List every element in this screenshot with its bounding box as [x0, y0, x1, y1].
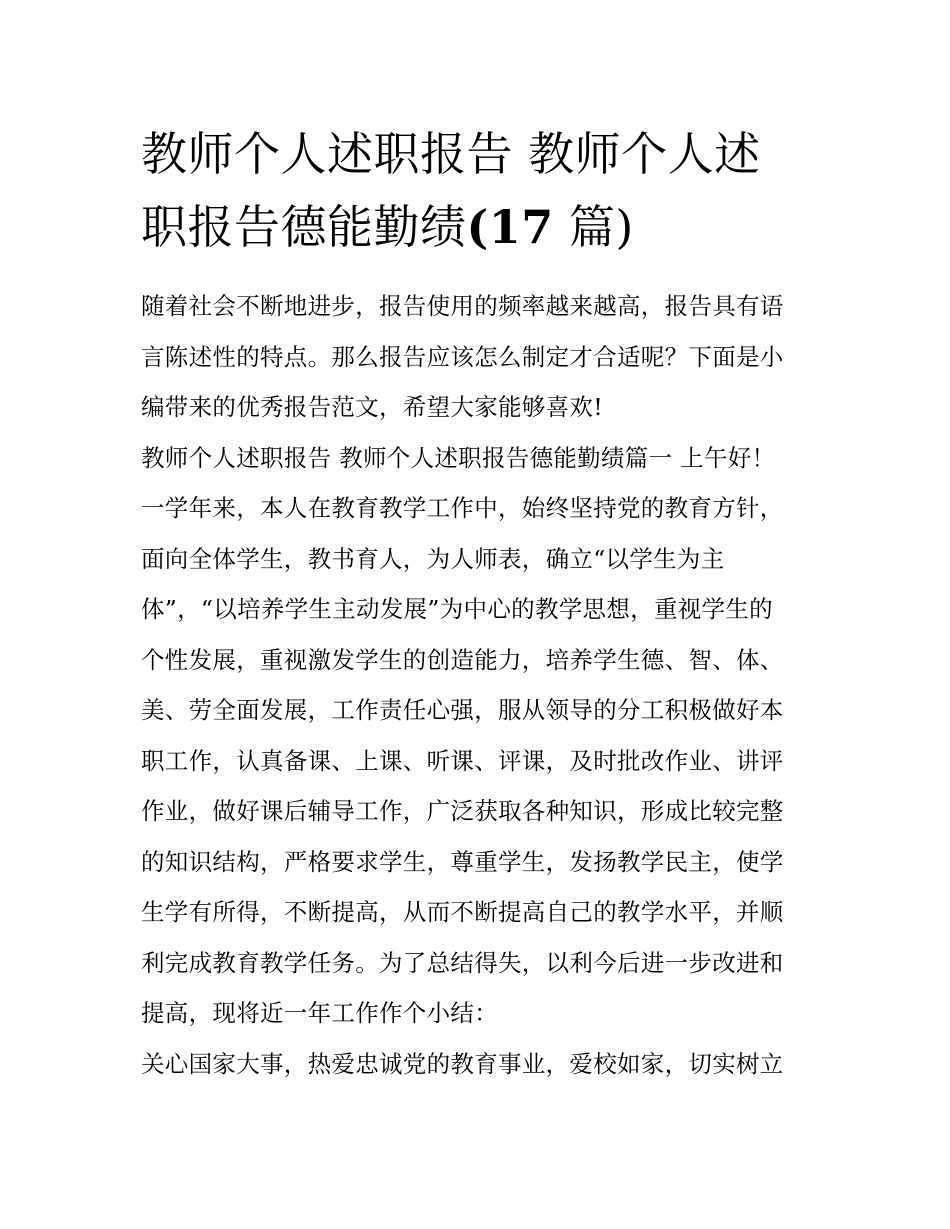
body-line: 生学有所得，不断提高，从而不断提高自己的教学水平，并顺 — [141, 898, 784, 926]
title-line-1: 教师个人述职报告 教师个人述 — [141, 127, 761, 181]
body-line: 职工作，认真备课、上课、听课、评课，及时批改作业、讲评 — [141, 746, 784, 775]
intro-line: 随着社会不断地进步，报告使用的频率越来越高，报告具有语 — [141, 292, 784, 320]
title-line-2-number: (17 — [466, 200, 554, 254]
body-line: 个性发展，重视激发学生的创造能力，培养学生德、智、体、 — [141, 645, 784, 674]
body-line: 提高，现将近一年工作作个小结： — [141, 999, 498, 1027]
document-content — [141, 118, 813, 1089]
document-title — [141, 118, 813, 264]
intro-line: 编带来的优秀报告范文，希望大家能够喜欢! — [141, 393, 603, 421]
body-paragraph — [141, 483, 813, 1039]
body-line: 利完成教育教学任务。为了总结得失，以利今后进一步改进和 — [141, 948, 784, 977]
title-line-2-suffix: 篇) — [553, 200, 634, 254]
body-line: 作业，做好课后辅导工作，广泛获取各种知识，形成比较完整 — [141, 797, 784, 825]
intro-line: 言陈述性的特点。那么报告应该怎么制定才合适呢？下面是小 — [141, 342, 784, 371]
last-line: 关心国家大事，热爱忠诚党的教育事业，爱校如家，切实树立 — [141, 1049, 784, 1078]
body-line: 面向全体学生，教书育人，为人师表，确立“以学生为主 — [141, 544, 725, 573]
section-heading: 教师个人述职报告 教师个人述职报告德能勤绩篇一 上午好！ — [141, 443, 776, 472]
intro-paragraph — [141, 281, 813, 433]
body-line: 美、劳全面发展，工作责任心强，服从领导的分工积极做好本 — [141, 696, 784, 724]
body-line: 一学年来，本人在教育教学工作中，始终坚持党的教育方针， — [141, 494, 784, 522]
body-line: 体”，“以培养学生主动发展”为中心的教学思想，重视学生的 — [141, 595, 773, 623]
body-line: 的知识结构，严格要求学生，尊重学生，发扬教学民主，使学 — [141, 847, 784, 876]
title-line-2-prefix: 职报告德能勤绩 — [141, 200, 467, 254]
